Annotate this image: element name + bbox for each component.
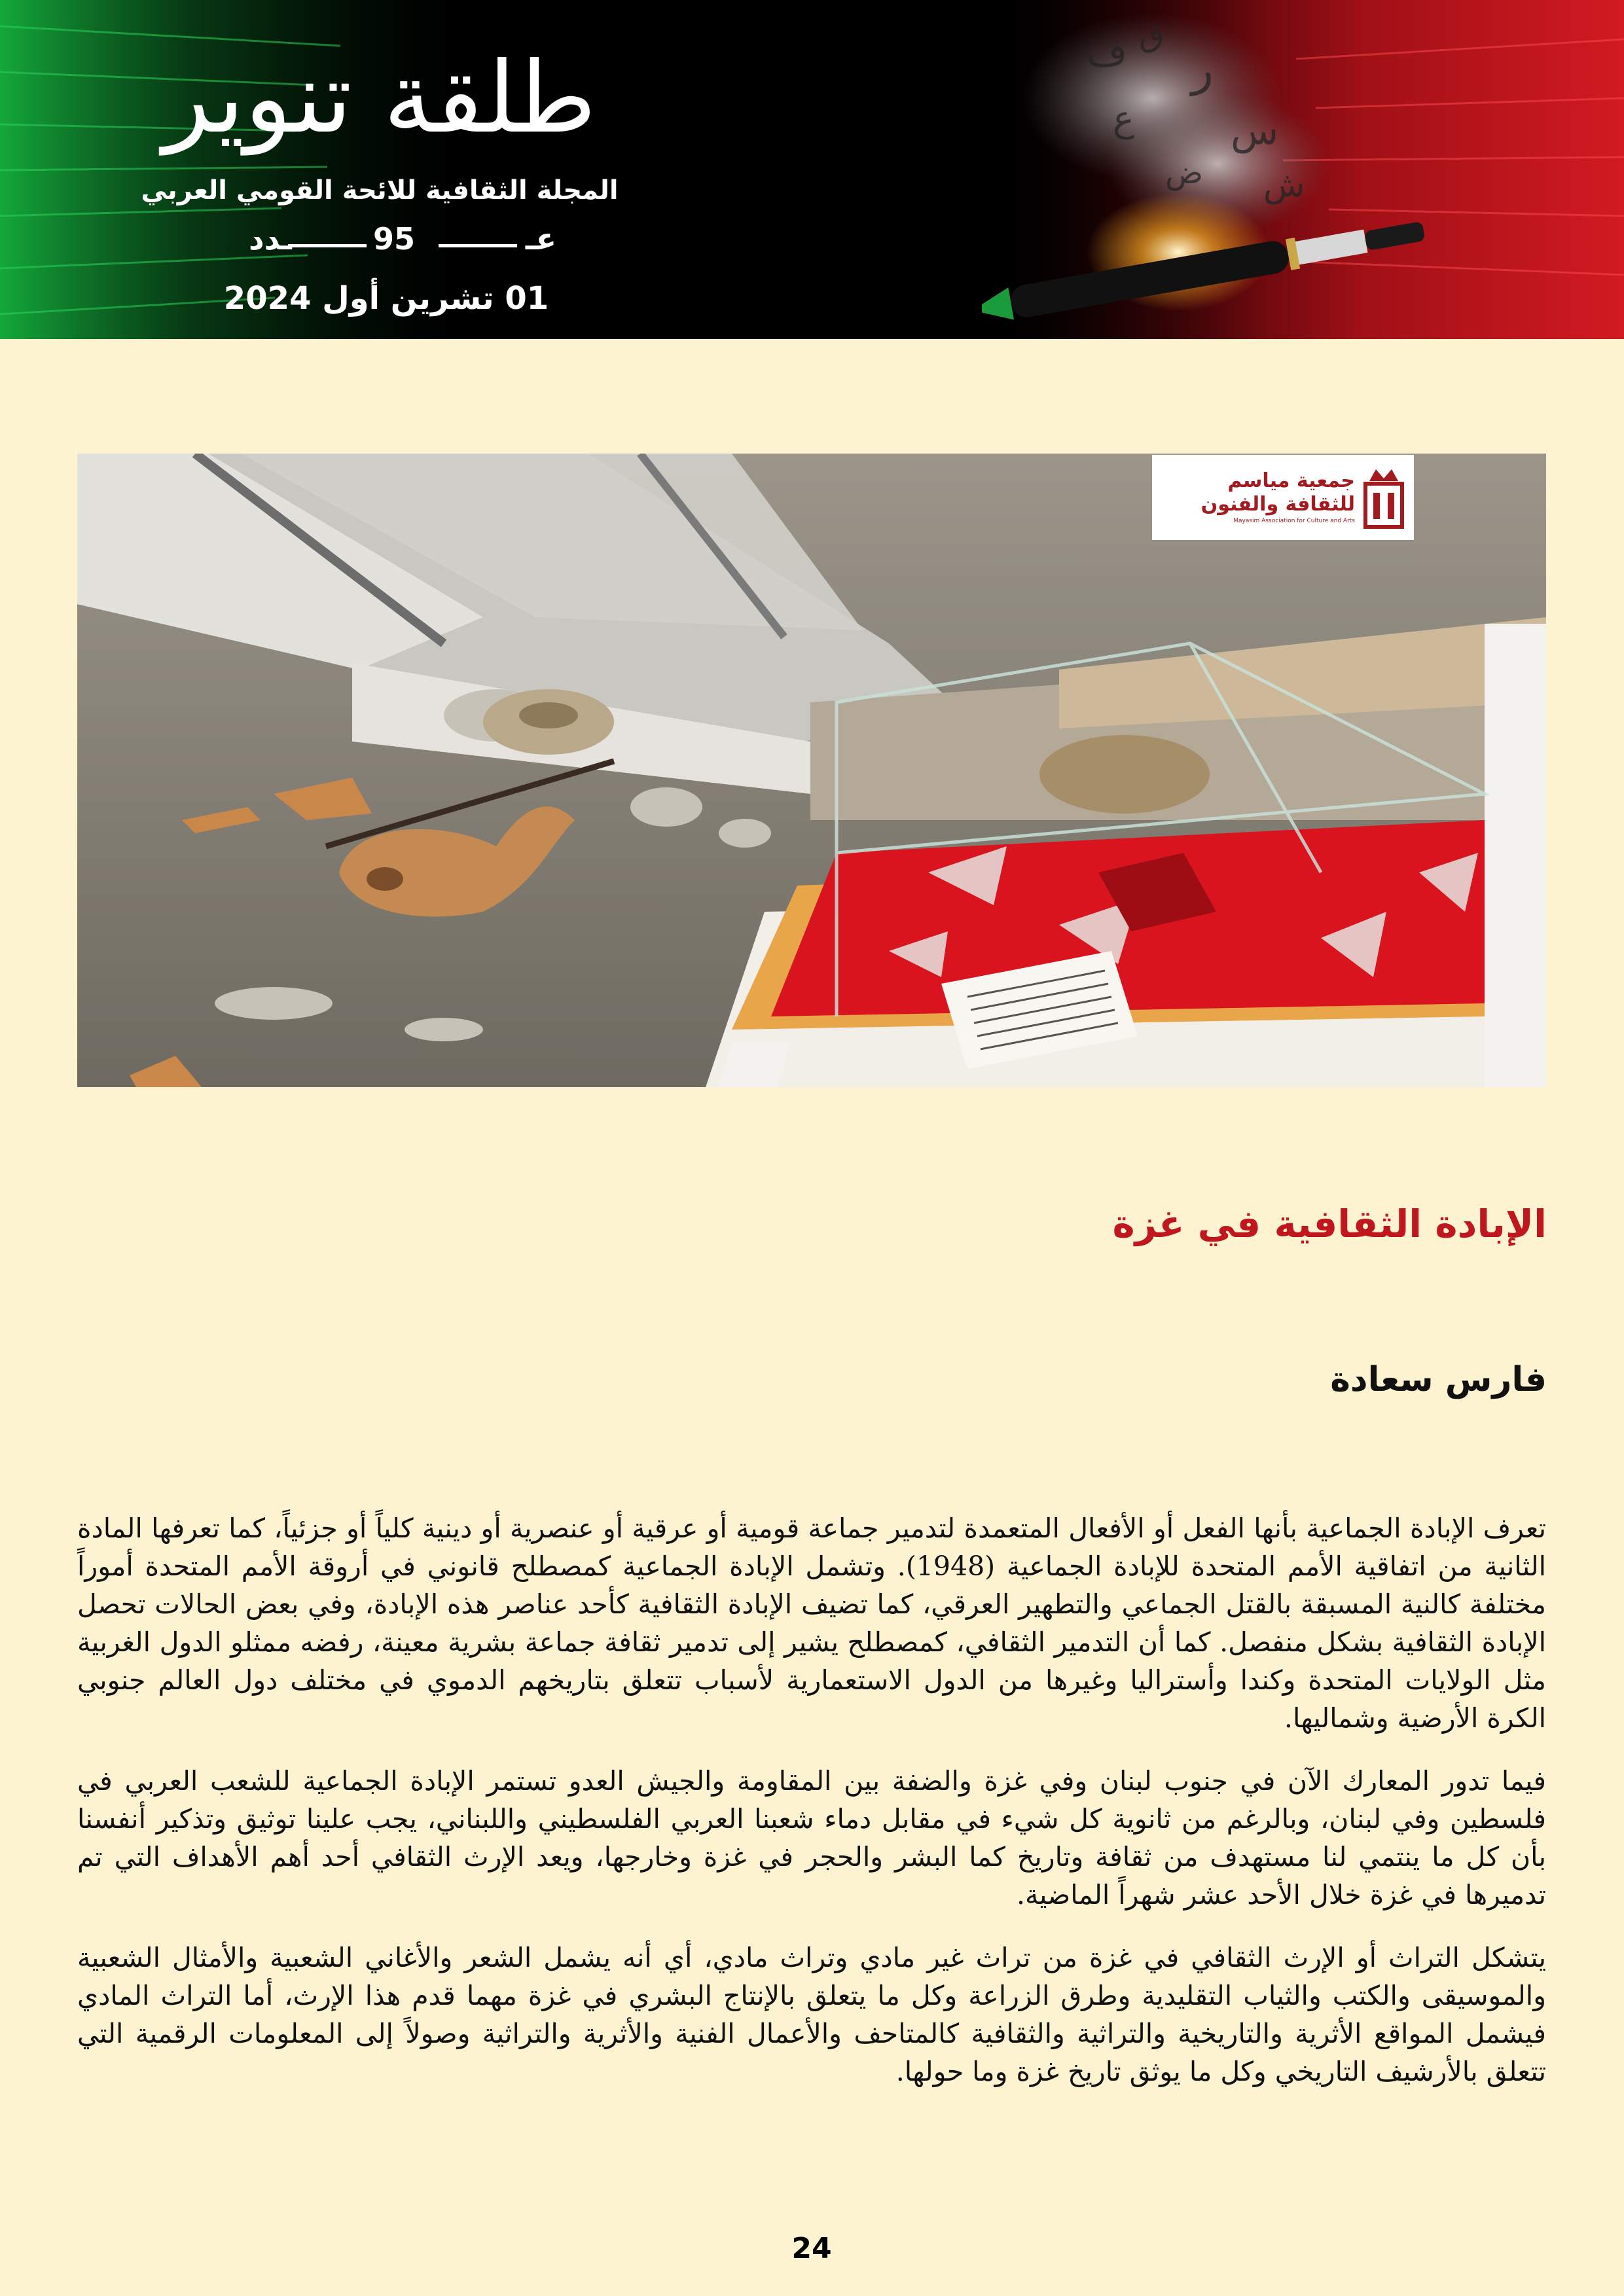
museum-damage-photo: [77, 454, 1546, 1087]
magazine-subtitle: المجلة الثقافية للائحة القومي العربي: [141, 175, 619, 206]
svg-text:ش: ش: [1263, 166, 1305, 205]
article-author: فارس سعادة: [1330, 1360, 1547, 1399]
svg-text:ع: ع: [1113, 98, 1134, 139]
article-paragraph: يتشكل التراث أو الإرث الثقافي في غزة من تراث غير مادي وتراث مادي، أي أنه يشمل الشعر والأغاني الشعبية والأمثال الشعبية والموسيقى والكتب والثياب التقليدية وطرق الزراعة وكل ما يتعلق بالإنتاج البشري في غزة مهما قدم هذا الإرث، أما التراث المادي فيشمل المواقع الأثرية والتاريخية والتراثية والثقافية كالمتاحف والأعمال الفنية والأثرية والتراثية وصولاً إلى المعلومات الرقمية التي تتعلق بالأرشيف التاريخي وكل ما يوثق تاريخ غزة وما حولها.: [77, 1942, 1546, 2087]
logo-name-line2: للثقافة والفنون: [1200, 493, 1355, 516]
issue-word-start: عـ: [525, 221, 556, 257]
article-body: [77, 1509, 1546, 2115]
svg-text:س: س: [1231, 108, 1279, 154]
article-photo: [77, 454, 1546, 1087]
svg-text:ف: ف: [1087, 29, 1128, 75]
magazine-title: طلقة تنوير: [162, 41, 597, 155]
svg-text:ر: ر: [1191, 43, 1214, 96]
association-logo: [1152, 455, 1414, 540]
article-paragraph: تعرف الإبادة الجماعية بأنها الفعل أو الأفعال المتعمدة لتدمير جماعة قومية أو عرقية أو عنصرية أو دينية كلياً أو جزئياً، كما تعرفها المادة الثانية من اتفاقية الأمم المتحدة للإبادة الجماعية (1948). وتشمل الإبادة الجماعية كمصطلح قانوني في أروقة الأمم المتحدة أموراً مختلفة كالنية المسبقة بالقتل الجماعي والتطهير العرقي، كما تضيف الإبادة الثقافية كأحد عناصر هذه الإبادة، وفي بعض الحالات تحصل الإبادة الثقافية بشكل منفصل. كما أن التدمير الثقافي، كمصطلح يشير إلى تدمير ثقافة جماعة بشرية معينة، رفضه ممثلو الدول الغربية مثل الولايات المتحدة وكندا وأستراليا وغيرها من الدول الاستعمارية لأسباب تتعلق بتاريخهم الدموي في مختلف دول العالم جنوبي الكرة الأرضية وشماليها.: [77, 1513, 1546, 1734]
logo-emblem-icon: [1363, 464, 1405, 529]
svg-text:ض: ض: [1165, 154, 1204, 191]
header-banner: [0, 0, 1624, 339]
issue-date: 01 تشرين أول 2024: [223, 280, 549, 317]
article-paragraph: فيما تدور المعارك الآن في جنوب لبنان وفي غزة والضفة بين المقاومة والجيش العدو تستمر الإبادة الجماعية للشعب العربي في فلسطين وفي لبنان، وبالرغم من ثانوية كل شيء في مقابل دماء شعبنا العربي الفلسطيني واللبناني، يجب علينا توثيق وتذكير أنفسنا بأن كل ما ينتمي لنا مستهدف من ثقافة وتاريخ كما البشر والحجر في غزة وخارجها، ويعد الإرث الثقافي أحد أهم الأهداف التي تم تدميرها في غزة خلال الأحد عشر شهراً الماضية.: [77, 1765, 1546, 1910]
logo-name-line1: جمعية مياسم: [1227, 469, 1355, 492]
issue-number-line: [249, 221, 556, 260]
issue-divider: [439, 244, 517, 247]
article-title: الإبادة الثقافية في غزة: [1112, 1202, 1547, 1246]
issue-number: 95: [373, 221, 416, 257]
svg-text:ق: ق: [1139, 16, 1164, 54]
logo-english-name: Mayasim Association for Culture and Arts: [1233, 518, 1355, 524]
issue-word-end: ـدد: [249, 221, 292, 257]
page-number: 24: [791, 2232, 832, 2265]
issue-divider: [288, 244, 367, 247]
smoke-pen-illustration: [982, 0, 1440, 339]
